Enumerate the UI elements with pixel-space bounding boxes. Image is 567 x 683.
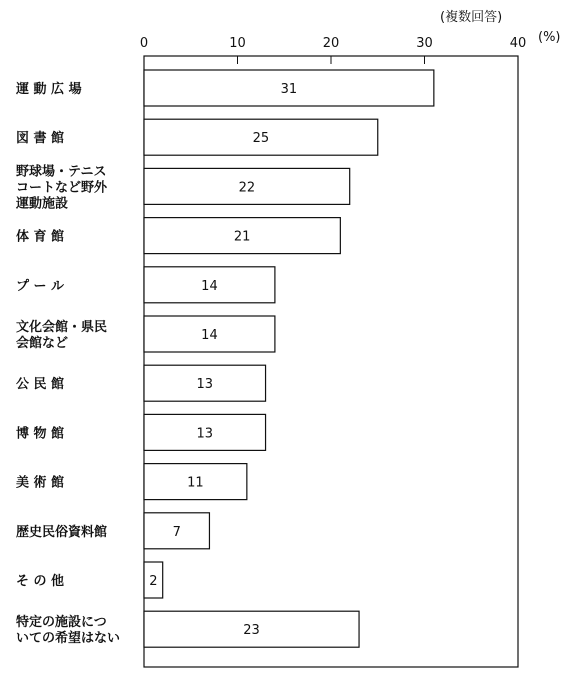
category-label-0-0: 運 動 広 場 — [16, 82, 82, 97]
x-tick-label-30: 30 — [416, 36, 433, 51]
category-label-2-0: 野球場・テニス — [16, 164, 107, 180]
x-tick-label-20: 20 — [322, 36, 340, 51]
value-label-4: 14 — [201, 278, 218, 294]
value-label-6: 13 — [196, 377, 214, 393]
category-label-4-0: プ ー ル — [16, 278, 65, 294]
value-label-0: 31 — [280, 82, 298, 97]
category-label-6-0: 公 民 館 — [16, 377, 65, 393]
category-label-5-1: 会館など — [16, 336, 69, 351]
note-multiple-answers: (複数回答) — [440, 10, 503, 25]
x-tick-label-10: 10 — [229, 36, 246, 51]
category-label-2-1: コートなど野外 — [16, 180, 108, 196]
category-label-11-1: いての希望はない — [16, 631, 121, 647]
value-label-11: 23 — [243, 623, 260, 639]
category-label-10-0: そ の 他 — [16, 574, 65, 589]
category-label-1-0: 図 書 館 — [16, 131, 65, 147]
category-label-11-0: 特定の施設につ — [16, 615, 107, 631]
value-label-2: 22 — [238, 180, 256, 196]
value-label-3: 21 — [233, 229, 251, 245]
x-tick-label-0: 0 — [139, 36, 149, 51]
x-tick-label-40: 40 — [509, 36, 527, 51]
category-label-5-0: 文化会館・県民 — [16, 320, 108, 335]
value-label-5: 14 — [201, 328, 218, 343]
category-label-2-2: 運動施設 — [16, 196, 69, 212]
value-label-8: 11 — [187, 475, 204, 491]
category-label-7-0: 博 物 館 — [16, 426, 65, 442]
category-label-8-0: 美 術 館 — [16, 475, 65, 491]
axis-unit-label: (%) — [538, 30, 561, 45]
category-label-9-0: 歴史民俗資料館 — [16, 524, 108, 540]
value-label-7: 13 — [196, 426, 214, 442]
category-label-3-0: 体 育 館 — [16, 229, 65, 245]
value-label-10: 2 — [149, 574, 158, 589]
value-label-9: 7 — [172, 524, 181, 540]
value-label-1: 25 — [252, 131, 270, 147]
